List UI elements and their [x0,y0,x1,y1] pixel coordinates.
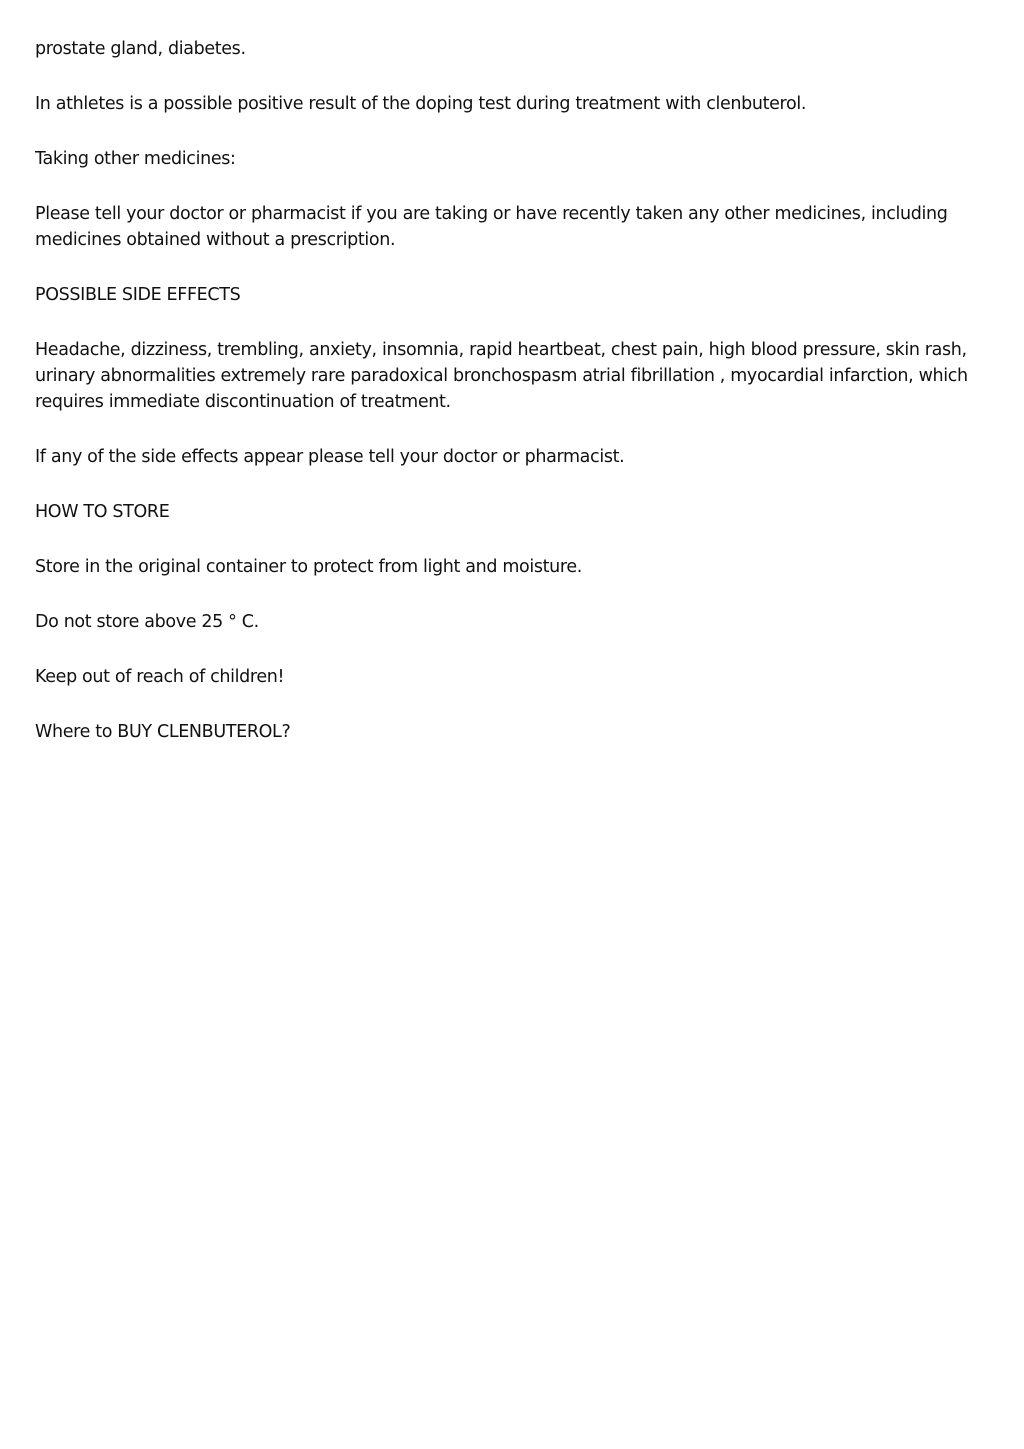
heading-possible-side-effects: POSSIBLE SIDE EFFECTS [35,285,241,305]
paragraph-where-to-buy: Where to BUY CLENBUTEROL? [35,722,291,742]
paragraph-doping-test: In athletes is a possible positive result of the doping test during treatment with clenbuterol. [35,94,807,114]
paragraph-store-container: Store in the original container to protect from light and moisture. [35,557,583,577]
paragraph-side-effects-list: Headache, dizziness, trembling, anxiety, insomnia, rapid heartbeat, chest pain, high blood pressure, skin rash, urinary abnormalities extremely rare paradoxical bronchospasm atrial fibrillation , myocardial infarction, which requires immediate discontinuation of treatment. [35,340,968,412]
paragraph-side-effects-advice: If any of the side effects appear please tell your doctor or pharmacist. [35,447,625,467]
paragraph-store-temperature: Do not store above 25 ° C. [35,612,259,632]
document-page [35,36,975,774]
paragraph-keep-from-children: Keep out of reach of children! [35,667,285,687]
paragraph-diabetes-continuation: prostate gland, diabetes. [35,39,246,59]
heading-how-to-store: HOW TO STORE [35,502,170,522]
paragraph-taking-other-medicines: Taking other medicines: [35,149,236,169]
paragraph-tell-doctor: Please tell your doctor or pharmacist if you are taking or have recently taken any other medicines, including medicines obtained without a prescription. [35,204,948,250]
